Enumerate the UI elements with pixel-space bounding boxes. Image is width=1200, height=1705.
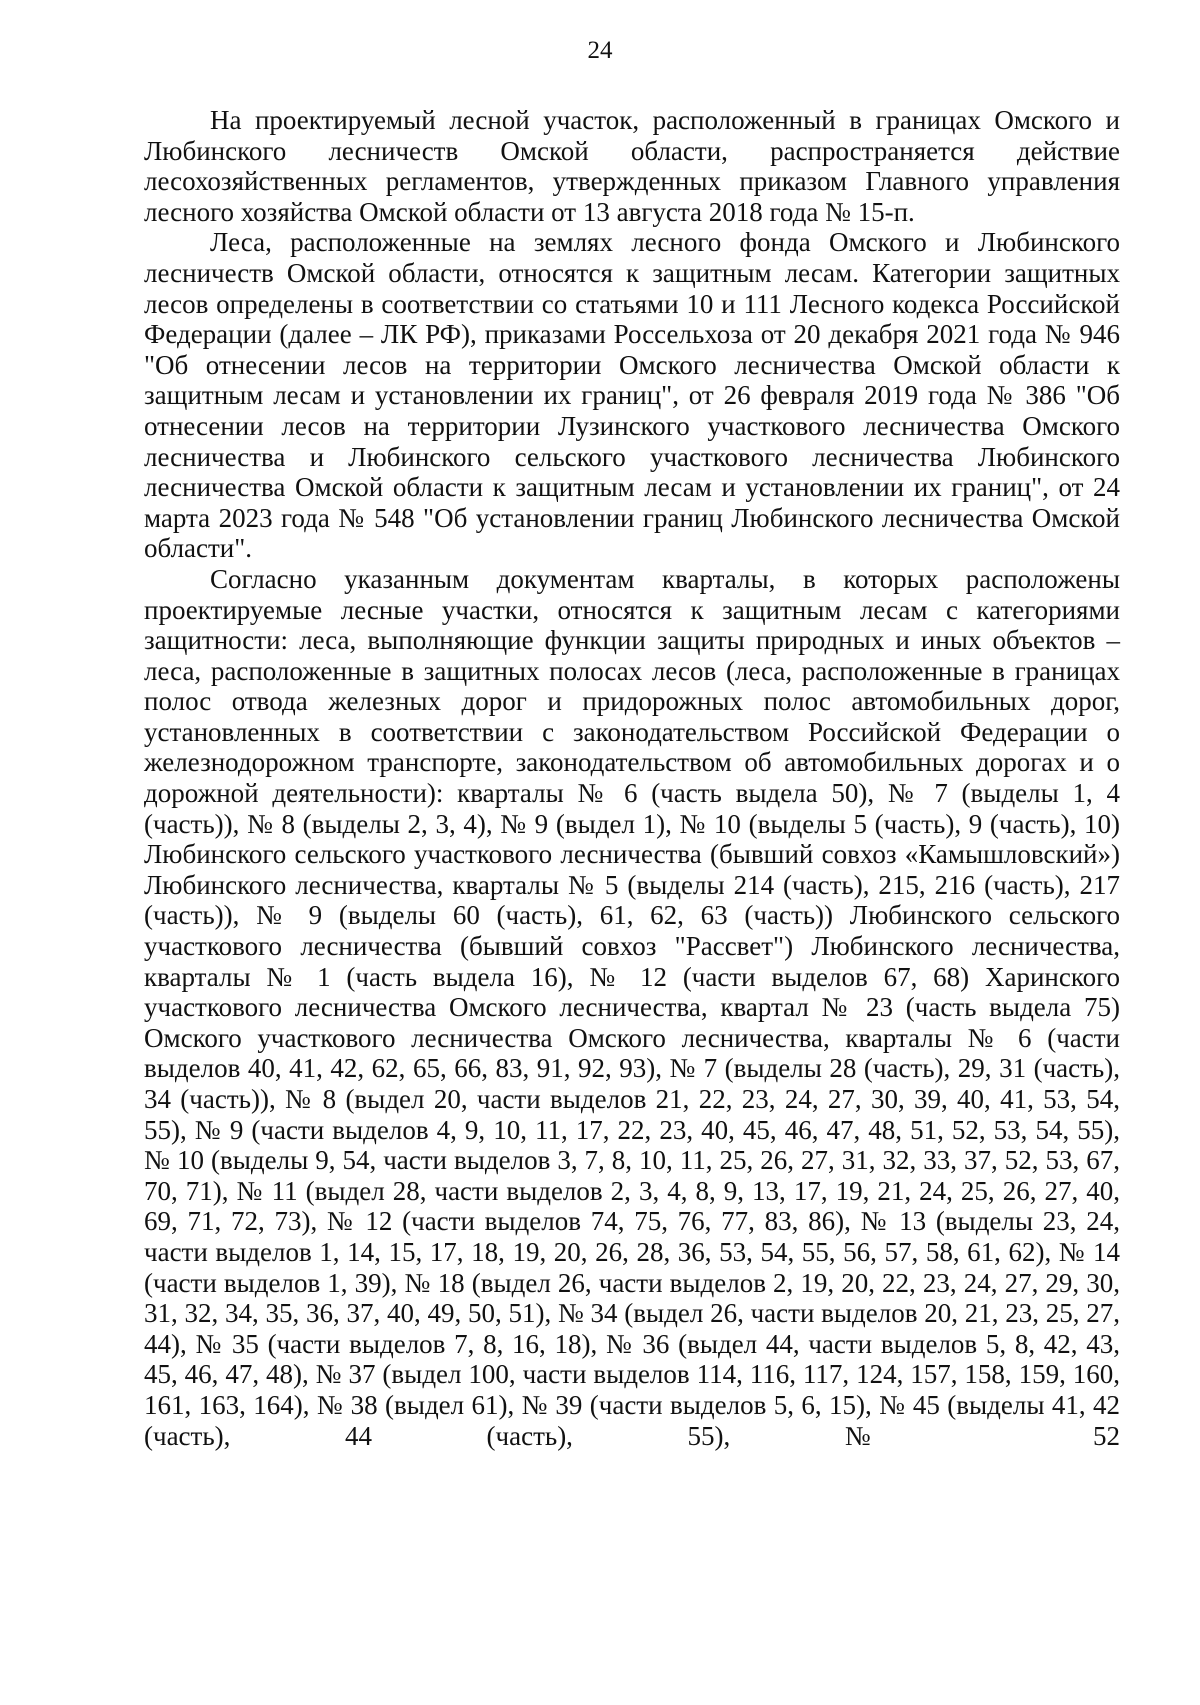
- paragraph-protective-forests: Леса, расположенные на землях лесного фонда Омского и Любинского лесничеств Омской области, относятся к защитным лесам. Категории защитных лесов определены в соответствии со статьями 10 и 111 Лесного кодекса Российской Федерации (далее – ЛК РФ), приказами Россельхоза от 20 декабря 2021 года № 946 "Об отнесении лесов на территории Омского лесничества Омской области к защитным лесам и установлении их границ", от 26 февраля 2019 года № 386 "Об отнесении лесов на территории Лузинского участкового лесничества Омского лесничества и Любинского сельского участкового лесничества Любинского лесничества Омской области к защитным лесам и установлении их границ", от 24 марта 2023 года № 548 "Об установлении границ Любинского лесничества Омской области".: [144, 227, 1120, 564]
- page-number: 24: [587, 37, 613, 64]
- paragraph-regulations: На проектируемый лесной участок, расположенный в границах Омского и Любинского лесничеств Омской области, распространяется действие лесохозяйственных регламентов, утвержденных приказом Главного управления лесного хозяйства Омской области от 13 августа 2018 года № 15-п.: [144, 105, 1120, 227]
- document-body: [144, 105, 1120, 1451]
- paragraph-quarters-list: Согласно указанным документам кварталы, в которых расположены проектируемые лесные участки, относятся к защитным лесам с категориями защитности: леса, выполняющие функции защиты природных и иных объектов – леса, расположенные в защитных полосах лесов (леса, расположенные в границах полос отвода железных дорог и придорожных полос автомобильных дорог, установленных в соответствии с законодательством Российской Федерации о железнодорожном транспорте, законодательством об автомобильных дорогах и о дорожной деятельности): кварталы № 6 (часть выдела 50), № 7 (выделы 1, 4 (часть)), № 8 (выделы 2, 3, 4), № 9 (выдел 1), № 10 (выделы 5 (часть), 9 (часть), 10) Любинского сельского участкового лесничества (бывший совхоз «Камышловский») Любинского лесничества, кварталы № 5 (выделы 214 (часть), 215, 216 (часть), 217 (часть)), № 9 (выделы 60 (часть), 61, 62, 63 (часть)) Любинского сельского участкового лесничества (бывший совхоз "Рассвет") Любинского лесничества, кварталы № 1 (часть выдела 16), № 12 (части выделов 67, 68) Харинского участкового лесничества Омского лесничества, квартал № 23 (часть выдела 75) Омского участкового лесничества Омского лесничества, кварталы № 6 (части выделов 40, 41, 42, 62, 65, 66, 83, 91, 92, 93), № 7 (выделы 28 (часть), 29, 31 (часть), 34 (часть)), № 8 (выдел 20, части выделов 21, 22, 23, 24, 27, 30, 39, 40, 41, 53, 54, 55), № 9 (части выделов 4, 9, 10, 11, 17, 22, 23, 40, 45, 46, 47, 48, 51, 52, 53, 54, 55), № 10 (выделы 9, 54, части выделов 3, 7, 8, 10, 11, 25, 26, 27, 31, 32, 33, 37, 52, 53, 67, 70, 71), № 11 (выдел 28, части выделов 2, 3, 4, 8, 9, 13, 17, 19, 21, 24, 25, 26, 27, 40, 69, 71, 72, 73), № 12 (части выделов 74, 75, 76, 77, 83, 86), № 13 (выделы 23, 24, части выделов 1, 14, 15, 17, 18, 19, 20, 26, 28, 36, 53, 54, 55, 56, 57, 58, 61, 62), № 14 (части выделов 1, 39), № 18 (выдел 26, части выделов 2, 19, 20, 22, 23, 24, 27, 29, 30, 31, 32, 34, 35, 36, 37, 40, 49, 50, 51), № 34 (выдел 26, части выделов 20, 21, 23, 25, 27, 44), № 35 (части выделов 7, 8, 16, 18), № 36 (выдел 44, части выделов 5, 8, 42, 43, 45, 46, 47, 48), № 37 (выдел 100, части выделов 114, 116, 117, 124, 157, 158, 159, 160, 161, 163, 164), № 38 (выдел 61), № 39 (части выделов 5, 6, 15), № 45 (выделы 41, 42 (часть), 44 (часть), 55), № 52: [144, 563, 1120, 1451]
